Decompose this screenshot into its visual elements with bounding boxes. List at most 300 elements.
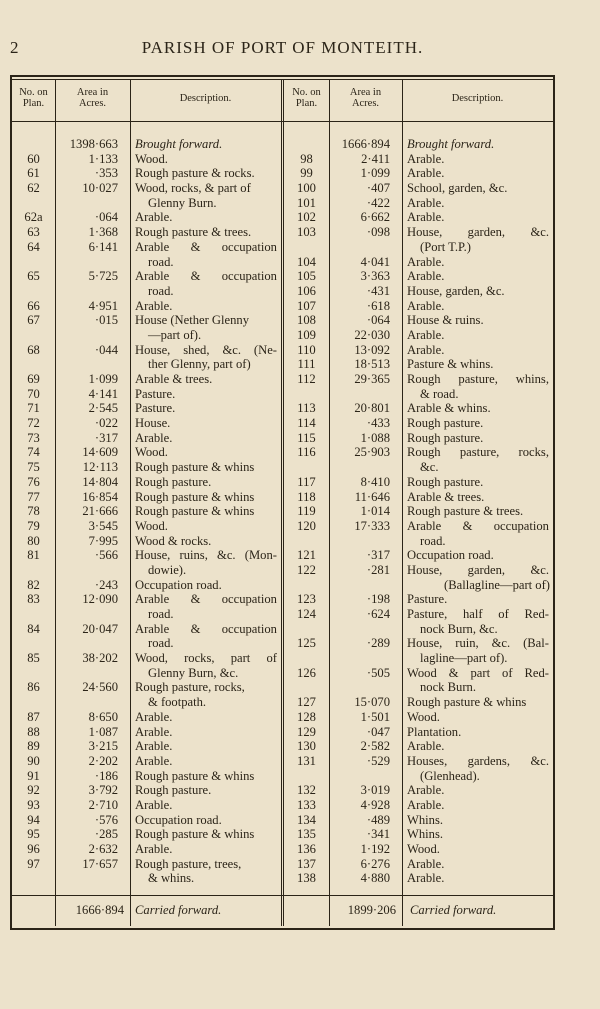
area-value: ·618 [366,298,390,313]
area-value: ·341 [366,827,390,842]
plan-number: 110 [297,342,316,357]
description-line: Arable & trees. [135,372,213,386]
area-value: ·044 [94,342,118,357]
plan-number: 129 [297,724,316,739]
plan-number [12,871,55,886]
area-value [55,695,124,710]
plan-number: 86 [27,680,40,695]
area-value: 2·411 [361,151,390,166]
plan-number: 85 [27,651,40,666]
description-line: Arable. [407,327,445,342]
area-value [329,651,396,666]
description-line: Pasture. [135,386,176,401]
description-line: House, garden, &c. [407,283,505,298]
description-line: Arable & whins. [407,401,491,416]
area-value: 6·276 [360,856,390,871]
description-line: Rough pasture, whins, [407,372,549,386]
plan-number: 64 [27,239,40,254]
description-line: Wood, rocks, part of [135,651,277,666]
plan-number: 66 [27,298,40,313]
area-value: 14·804 [82,474,118,489]
description-line: Rough pasture. [407,416,484,431]
area-value: 1·368 [88,225,118,240]
header-description-right: Description. [451,93,504,104]
plan-number [284,534,329,549]
description-line: Arable. [135,739,173,754]
plan-number [284,460,329,475]
description-line: Arable. [407,871,445,886]
description-line: House & ruins. [407,313,484,328]
description-line: Rough pasture & trees. [407,504,524,519]
area-value: 8·410 [360,474,390,489]
area-value: 3·792 [88,783,118,798]
area-value: ·576 [94,812,118,827]
description-line: School, garden, &c. [407,181,508,196]
area-value: ·489 [366,812,390,827]
description-line: Arable. [407,210,445,225]
plan-number: 121 [297,548,316,563]
area-value [55,196,124,211]
description-line: Glenny Burn. [148,195,217,210]
plan-number: 115 [297,430,316,445]
area-value: 2·582 [360,739,390,754]
description-line: (Ballagline—part of) [444,577,550,592]
area-value [329,769,396,784]
plan-number: 94 [27,812,40,827]
description-line: ther Glenny, part of) [148,357,251,372]
description-line: Arable. [407,342,445,357]
area-value: 5·725 [88,269,118,284]
area-value: 11·646 [354,489,390,504]
plan-number: 62 [27,181,40,196]
description-line: Rough pasture & whins [135,768,255,783]
description-line: Arable. [407,195,445,210]
area-value: ·529 [366,753,390,768]
right-total-area: 1899·206 [347,903,396,917]
plan-number: 120 [297,518,316,533]
plan-number: 71 [27,401,40,416]
description-line: House, garden, &c. [407,225,549,240]
plan-number: 112 [297,372,316,386]
plan-number: 78 [27,504,40,519]
plan-number: 135 [297,827,316,842]
description-line: & footpath. [148,695,207,710]
area-value [55,284,124,299]
description-line: Rough pasture. [135,474,212,489]
description-line: nock Burn, &c. [420,621,498,636]
plan-number: 91 [27,768,40,783]
area-value: 29·365 [354,372,390,386]
plan-number: 97 [27,856,40,871]
plan-number [12,196,55,211]
plan-number: 62a [24,210,43,225]
description-line: road. [148,283,174,298]
plan-number: 88 [27,724,40,739]
description-line: road. [148,607,174,621]
area-value: 6·141 [88,239,118,254]
description-line: Rough pasture. [407,474,484,489]
area-value: 25·903 [354,445,390,460]
area-value: 4·880 [360,871,390,886]
plan-number: 81 [27,548,40,563]
plan-number: 70 [27,386,40,401]
right-areas [329,137,402,886]
description-line: Arable. [135,842,173,856]
plan-number [12,137,55,152]
plan-number: 95 [27,827,40,842]
description-line: Houses, gardens, &c. [407,753,549,768]
plan-number: 111 [297,357,316,372]
description-line: Rough pasture & whins [135,827,255,842]
header-area-left: Area in Acres. [76,87,109,109]
area-value [55,328,124,343]
area-value [55,255,124,270]
plan-number: 130 [297,739,316,754]
left-total-area: 1666·894 [75,903,124,917]
area-value: ·015 [94,313,118,328]
plan-number: 93 [27,797,40,812]
description-line: nock Burn. [420,680,476,695]
plan-number: 133 [297,797,316,812]
plan-number [12,357,55,372]
plan-number: 137 [297,856,316,871]
plan-number: 127 [297,695,316,710]
description-line: Arable & occupation [135,621,277,636]
area-value [329,578,396,593]
area-value: ·353 [94,166,118,181]
area-value: 7·995 [88,533,118,548]
description-line: Wood. [135,151,168,166]
plan-number: 84 [27,621,40,636]
description-line: Arable & occupation [135,269,277,284]
plan-number: 114 [297,416,316,431]
area-value: ·064 [94,210,118,225]
area-value: ·624 [366,607,390,621]
area-value: ·022 [94,416,118,431]
description-line: House, ruins, &c. (Mon- [135,548,277,563]
plan-number: 138 [297,871,316,886]
area-value: ·505 [366,665,390,680]
plan-number: 68 [27,342,40,357]
area-value: 4·041 [360,254,390,269]
description-line: Arable. [407,856,445,871]
description-line: Rough pasture, trees, [135,856,242,871]
plan-number [12,695,55,710]
area-value: 38·202 [82,651,118,666]
plan-number: 103 [297,225,316,240]
description-line: Arable. [135,210,173,225]
page-title: PARISH OF PORT OF MONTEITH. [141,38,424,57]
plan-number: 98 [300,151,313,166]
header-no-left: No. on Plan. [19,87,48,109]
plan-number: 101 [297,195,316,210]
description-line: Wood. [135,445,168,460]
plan-number: 73 [27,430,40,445]
description-line: dowie). [148,562,187,577]
area-value: ·433 [366,416,390,431]
plan-number: 116 [297,445,316,460]
area-value: 3·215 [88,739,118,754]
plan-number: 109 [297,327,316,342]
area-value [55,357,124,372]
area-value: ·281 [366,562,390,577]
description-line: road. [420,533,446,548]
description-line: Rough pasture & whins [135,504,255,519]
area-value: 2·202 [88,753,118,768]
plan-number: 128 [297,709,316,724]
plan-number: 113 [297,401,316,416]
description-line: House, shed, &c. (Ne- [135,342,277,357]
right-descriptions [402,137,553,886]
area-value: 4·141 [88,386,118,401]
area-value [55,666,124,681]
plan-number: 63 [27,225,40,240]
plan-number: 77 [27,489,40,504]
plan-number: 69 [27,372,40,386]
area-value: 3·019 [360,783,390,798]
description-line: House (Nether Glenny [135,313,250,328]
area-value: ·422 [366,195,390,210]
area-value [329,240,396,255]
area-value: 6·662 [360,210,390,225]
plan-number: 75 [27,460,40,475]
description-line: Arable & occupation [407,518,549,533]
plan-number: 61 [27,166,40,181]
description-line: Whins. [407,827,444,842]
description-line: Rough pasture & rocks. [135,166,255,181]
area-value: ·243 [94,577,118,592]
plan-number [284,137,329,152]
description-line: Arable. [407,269,445,284]
plan-number: 118 [297,489,316,504]
area-value [329,622,396,637]
plan-number: 108 [297,313,316,328]
area-value: ·407 [366,181,390,196]
area-value: 1·133 [88,151,118,166]
ledger-table [10,75,555,930]
description-line: &c. [420,460,439,475]
area-value: 13·092 [354,342,390,357]
left-total-label: Carried forward. [135,903,222,917]
description-line: Arable & occupation [135,239,277,254]
area-value: ·047 [366,724,390,739]
left-areas [55,137,130,886]
area-value: 1·192 [360,842,390,856]
plan-number [284,240,329,255]
plan-number: 60 [27,151,40,166]
area-value: 12·090 [82,592,118,607]
plan-number: 136 [297,842,316,856]
description-line: Arable & occupation [135,592,277,607]
description-line: House, ruin, &c. (Bal- [407,636,549,651]
area-value: 20·801 [354,401,390,416]
plan-number [12,563,55,578]
area-value: 17·333 [354,518,390,533]
plan-number [12,284,55,299]
area-value: 1666·894 [341,137,390,151]
left-plan-numbers [12,137,55,886]
area-value: 2·710 [88,797,118,812]
description-line: Occupation road. [407,548,494,563]
plan-number [12,636,55,651]
description-line: & whins. [148,871,195,886]
description-line: Whins. [407,812,444,827]
plan-number [284,387,329,402]
area-value: ·431 [366,283,390,298]
area-value: ·098 [366,225,390,240]
plan-number: 99 [300,166,313,181]
description-line: lagline—part of). [420,651,508,666]
description-line: Arable. [135,724,173,739]
header-no-right: No. on Plan. [292,87,321,109]
plan-number: 117 [297,474,316,489]
plan-number: 92 [27,783,40,798]
plan-number: 87 [27,709,40,724]
plan-number: 80 [27,533,40,548]
description-line: Arable & trees. [407,489,485,504]
description-line: Arable. [407,298,445,313]
description-line: —part of). [148,327,202,342]
plan-number: 89 [27,739,40,754]
description-line: Arable. [135,753,173,768]
area-value: ·064 [366,313,390,328]
plan-number: 74 [27,445,40,460]
plan-number: 82 [27,577,40,592]
description-line: Brought forward. [135,137,223,151]
description-line: Pasture, half of Red- [407,607,549,621]
description-line: Plantation. [407,724,462,739]
area-value: 1·099 [88,372,118,386]
plan-number: 131 [297,753,316,768]
page-header [10,38,555,60]
description-line: Wood, rocks, & part of [135,181,251,196]
description-line: Wood & part of Red- [407,665,549,680]
description-line: (Glenhead). [420,768,480,783]
description-line: Occupation road. [135,812,222,827]
right-plan-numbers [284,137,329,886]
plan-number: 100 [297,181,316,196]
description-line: Rough pasture & trees. [135,225,252,240]
description-line: Pasture & whins. [407,357,494,372]
area-value: 4·928 [360,797,390,812]
plan-number: 72 [27,416,40,431]
left-descriptions [130,137,281,886]
area-value: 3·545 [88,518,118,533]
area-value: 1398·663 [69,137,118,151]
area-value: 4·951 [88,298,118,313]
description-line: House, garden, &c. [407,562,549,577]
description-line: Rough pasture & whins [407,695,527,710]
description-line: Arable. [407,739,445,754]
plan-number: 105 [297,269,316,284]
area-value: 24·560 [82,680,118,695]
description-line: Arable. [407,166,445,181]
area-value: 14·609 [82,445,118,460]
area-value: 1·087 [88,724,118,739]
plan-number [12,255,55,270]
plan-number: 134 [297,812,316,827]
area-value: 10·027 [82,181,118,196]
description-line: Occupation road. [135,577,222,592]
plan-number [284,680,329,695]
plan-number: 123 [297,592,316,607]
description-line: Arable. [135,430,173,445]
plan-number: 65 [27,269,40,284]
area-value: 2·545 [88,401,118,416]
description-line: Arable. [135,709,173,724]
description-line: & road. [420,386,459,401]
plan-number: 96 [27,842,40,856]
description-line: Arable. [407,151,445,166]
description-line: Rough pasture, rocks, [407,445,549,460]
description-line: House. [135,416,171,431]
plan-number: 79 [27,518,40,533]
description-line: Wood & rocks. [135,533,212,548]
area-value: 1·014 [360,504,390,519]
area-value [55,636,124,651]
right-total-label: Carried forward. [410,903,497,917]
page-number: 2 [10,38,19,57]
plan-number: 83 [27,592,40,607]
description-line: Wood. [407,842,440,856]
header-description-left: Description. [179,93,232,104]
header-area-right: Area in Acres. [349,87,382,109]
area-value [329,460,396,475]
plan-number [12,666,55,681]
area-value: 22·030 [354,327,390,342]
area-value: 1·088 [360,430,390,445]
description-line: Brought forward. [407,137,495,151]
area-value: ·285 [94,827,118,842]
area-value: 17·657 [82,856,118,871]
description-line: Pasture. [407,592,448,607]
description-line: road. [148,636,174,651]
area-value [55,871,124,886]
description-line: Arable. [135,797,173,812]
area-value: 1·501 [360,709,390,724]
plan-number: 126 [297,665,316,680]
area-value [329,534,396,549]
plan-number: 102 [297,210,316,225]
description-line: Rough pasture. [135,783,212,798]
area-value: 16·854 [82,489,118,504]
description-line: Wood. [135,518,168,533]
description-line: Rough pasture & whins [135,460,255,475]
plan-number: 104 [297,254,316,269]
plan-number [284,651,329,666]
area-value: 2·632 [88,842,118,856]
area-value [55,607,124,622]
plan-number: 106 [297,283,316,298]
plan-number [12,328,55,343]
plan-number: 107 [297,298,316,313]
area-value: 3·363 [360,269,390,284]
plan-number: 67 [27,313,40,328]
description-line: Arable. [135,298,173,313]
description-line: (Port T.P.) [420,239,471,254]
area-value: 1·099 [360,166,390,181]
description-line: Arable. [407,797,445,812]
plan-number: 122 [297,562,316,577]
area-value: ·566 [94,548,118,563]
description-line: Pasture. [135,401,176,416]
area-value: ·186 [94,768,118,783]
area-value [329,680,396,695]
description-line: Rough pasture, rocks, [135,680,245,695]
plan-number: 119 [297,504,316,519]
description-line: road. [148,254,174,269]
plan-number: 90 [27,753,40,768]
